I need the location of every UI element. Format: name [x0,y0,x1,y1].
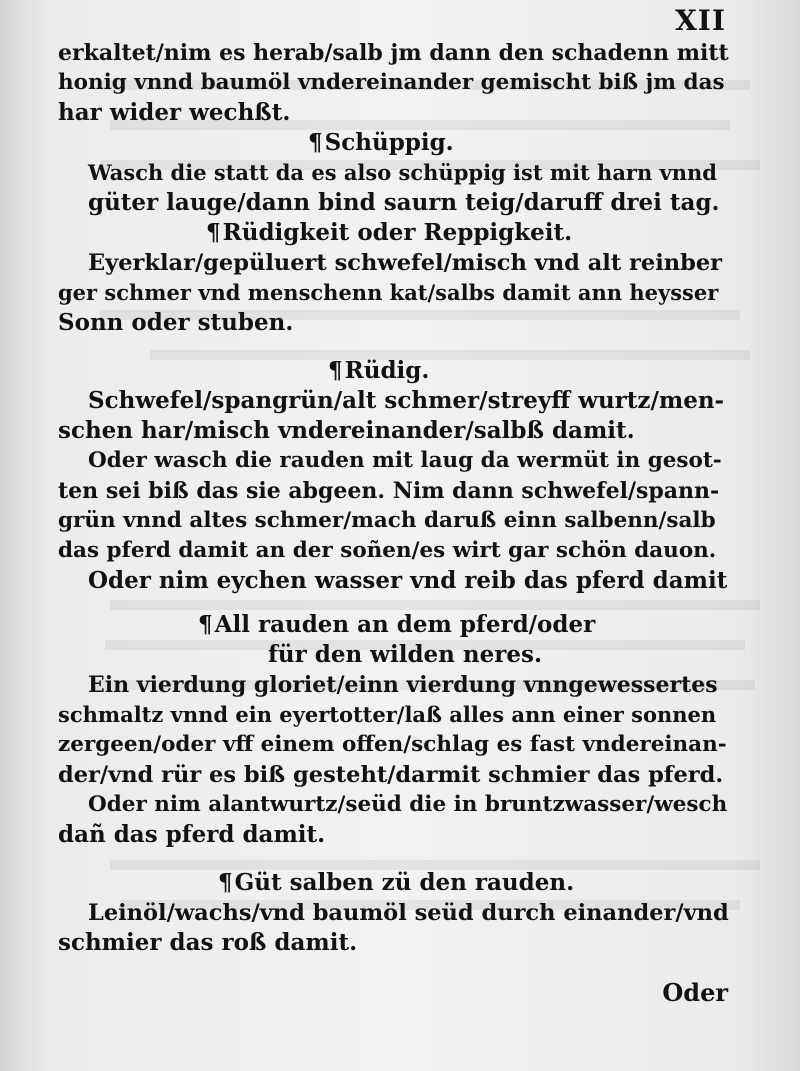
text-line: der/vnd rür es biß gesteht/darmit schmier das pferd. [58,762,724,788]
text-line: Schwefel/spangrün/alt schmer/streyff wurtz/men- [88,387,725,414]
text-line: zergeen/oder vff einem offen/schlag es fast vndereinan- [58,732,727,757]
heading-text: Rüdig. [344,357,430,384]
text-line: Sonn oder stuben. [58,309,294,336]
pilcrow-icon: ¶ [206,219,221,246]
text-line: grün vnnd altes schmer/mach daruß einn salbenn/salb [58,508,716,533]
text-line: Eyerklar/gepüluert schwefel/misch vnd alt reinber [88,250,723,276]
text-line: ten sei biß das sie abgeen. Nim dann schwefel/spann- [58,478,720,504]
pilcrow-icon: ¶ [198,611,213,638]
text-line: Oder wasch die rauden mit laug da wermüt in gesot- [88,448,722,473]
text-line: dañ das pferd damit. [58,821,326,848]
text-line: Oder nim alantwurtz/seüd die in bruntzwasser/wesch [88,792,728,817]
text-line: Oder nim eychen wasser vnd reib das pferd damit [88,567,728,594]
section-heading [58,218,730,248]
pilcrow-icon: ¶ [308,129,323,156]
heading-text: Rüdigkeit oder Reppigkeit. [222,219,573,246]
section-heading [58,868,730,898]
folio-number: XII [675,4,726,37]
section-heading [58,128,730,158]
section-subheading: für den wilden neres. [268,641,542,668]
text-line: honig vnnd baumöl vndereinander gemischt biß jm das [58,70,725,95]
text-line: Wasch die statt da es also schüppig ist mit harn vnnd [88,160,717,185]
text-line: güter lauge/dann bind saurn teig/daruff drei tag. [88,189,720,216]
text-line: ger schmer vnd menschenn kat/salbs damit ann heysser [58,280,719,305]
pilcrow-icon: ¶ [218,869,233,896]
text-line: schmaltz vnnd ein eyertotter/laß alles ann einer sonnen [58,702,717,727]
text-line: schmier das roß damit. [58,929,358,956]
heading-text: Güt salben zü den rauden. [234,869,575,896]
heading-text: Schüppig. [324,129,454,156]
text-line: erkaltet/nim es herab/salb jm dann den schadenn mitt [58,40,729,66]
text-line: Leinöl/wachs/vnd baumöl seüd durch einander/vnd [88,900,729,926]
text-line: har wider wechßt. [58,99,291,126]
section-heading [58,356,730,386]
catchword: Oder [662,978,728,1007]
heading-text: All rauden an dem pferd/oder [214,611,596,638]
section-heading [58,610,730,640]
text-line: das pferd damit an der soñen/es wirt gar schön dauon. [58,538,717,563]
pilcrow-icon: ¶ [328,357,343,384]
text-line: schen har/misch vndereinander/salbß damit. [58,417,635,444]
page-body [58,38,730,958]
text-line: Ein vierdung gloriet/einn vierdung vnngewessertes [88,672,718,698]
